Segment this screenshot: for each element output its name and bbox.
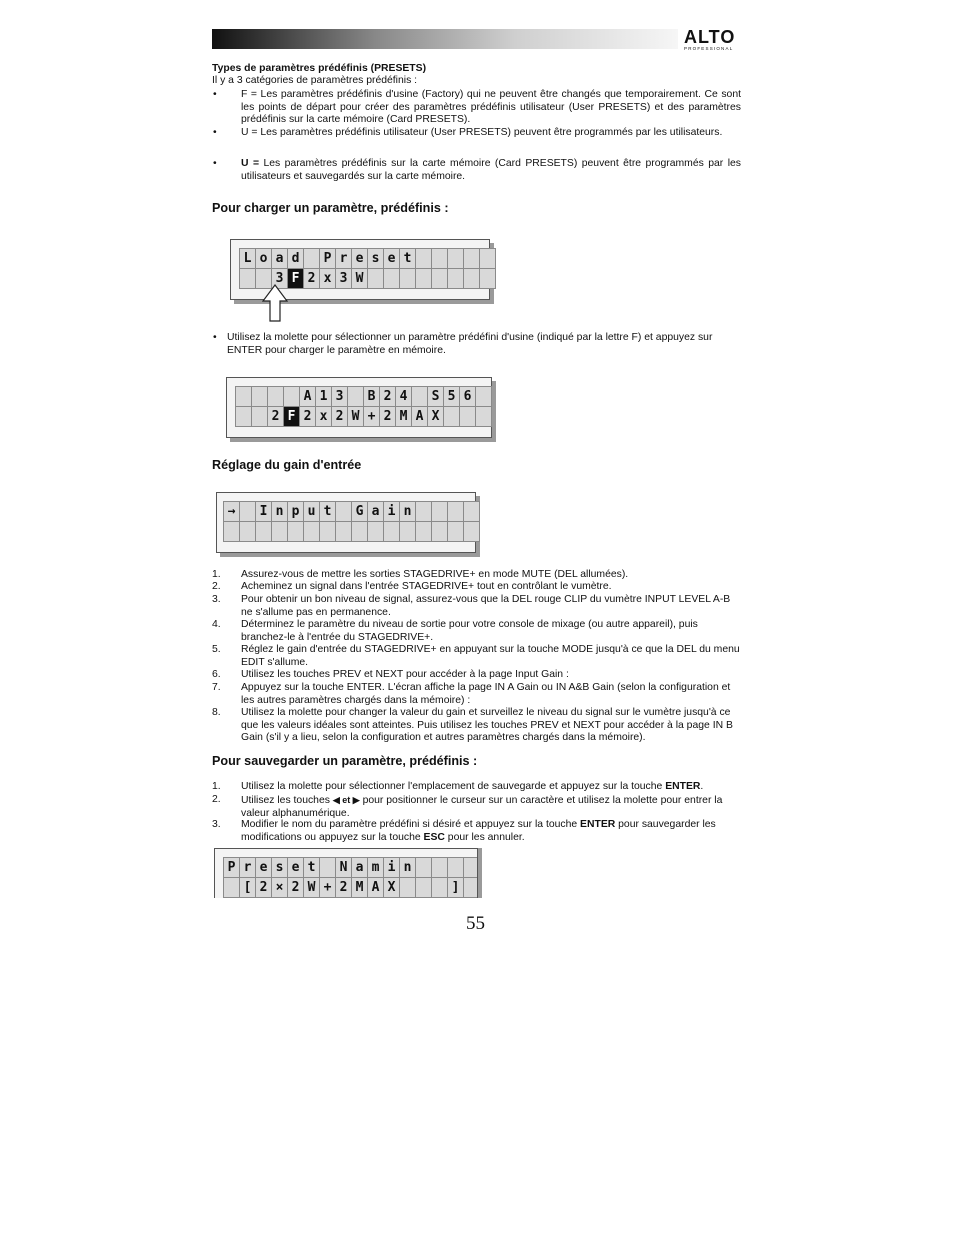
lcd-cell — [444, 407, 459, 426]
lcd-grid — [239, 248, 496, 289]
lcd-grid — [223, 501, 480, 542]
lcd-cell: G — [352, 502, 367, 521]
step-number: 8. — [212, 707, 221, 718]
lcd-cell — [476, 387, 491, 406]
lcd-cell — [432, 858, 447, 877]
lcd-cell: L — [240, 249, 255, 268]
step-number: 5. — [212, 644, 221, 655]
lcd-cell — [480, 269, 495, 288]
lcd-cell — [464, 878, 478, 897]
lcd-cell: W — [304, 878, 319, 897]
lcd-preset-list — [226, 377, 492, 438]
lcd-cell: 4 — [396, 387, 411, 406]
lcd-cell — [236, 387, 251, 406]
gain-step-3: Pour obtenir un bon niveau de signal, assurez-vous que la DEL rouge CLIP du vumètre INPUT LEVEL A-B ne s'allume pas en permanence. — [241, 594, 731, 618]
logo-subtext: PROFESSIONAL — [684, 46, 734, 51]
lcd-cell — [252, 407, 267, 426]
lcd-cell: r — [336, 249, 351, 268]
lcd-cell: P — [320, 249, 335, 268]
load-heading: Pour charger un paramètre, prédéfinis : — [212, 201, 449, 215]
lcd-cell: A — [412, 407, 427, 426]
lcd-cell — [400, 522, 415, 541]
gain-step-6: Utilisez les touches PREV et NEXT pour accéder à la page Input Gain : — [241, 669, 569, 680]
lcd-cell: [ — [240, 878, 255, 897]
up-arrow-icon — [262, 284, 288, 322]
lcd-cell: d — [288, 249, 303, 268]
lcd-cell: r — [240, 858, 255, 877]
lcd-cell: 3 — [332, 387, 347, 406]
lcd-cell — [412, 387, 427, 406]
lcd-cell: W — [348, 407, 363, 426]
lcd-cell — [368, 522, 383, 541]
types-heading: Types de paramètres prédéfinis (PRESETS) — [212, 63, 427, 74]
lcd-cell: a — [368, 502, 383, 521]
lcd-cell — [384, 522, 399, 541]
lcd-cell: e — [288, 858, 303, 877]
lcd-cell: 2 — [336, 878, 351, 897]
step-number: 1. — [212, 781, 221, 792]
lcd-cell — [448, 858, 463, 877]
lcd-cell — [416, 878, 431, 897]
types-intro: Il y a 3 catégories de paramètres prédéfinis : — [212, 75, 418, 86]
lcd-cell — [252, 387, 267, 406]
lcd-cell: S — [428, 387, 443, 406]
lcd-cell — [304, 522, 319, 541]
bullet-user-text: U = Les paramètres prédéfinis utilisateur (User PRESETS) peuvent être programmés par les utilisateurs. — [241, 127, 723, 138]
lcd-grid — [235, 386, 492, 427]
lcd-cell — [272, 522, 287, 541]
lcd-cell — [336, 522, 351, 541]
lcd-cell: 2 — [288, 878, 303, 897]
lcd-cell: + — [320, 878, 335, 897]
lcd-cell — [384, 269, 399, 288]
lcd-cell — [240, 269, 255, 288]
lcd-cell — [416, 269, 431, 288]
lcd-cell — [460, 407, 475, 426]
lcd-cell: 6 — [460, 387, 475, 406]
lcd-cell — [368, 269, 383, 288]
gain-step-8: Utilisez la molette pour changer la valeur du gain et surveillez le niveau du signal sur le vumètre jusqu'à ce que les valeurs idéales sont atteintes. Puis utilisez les touches PREV et NEXT pour accéder à la page IN B Gain (s'il y a lieu, selon la configuration et autres paramètres chargés dans la mémoire). — [241, 707, 733, 743]
lcd-cell: X — [428, 407, 443, 426]
lcd-cell — [240, 522, 255, 541]
lcd-cell: M — [352, 878, 367, 897]
logo-text: ALTO — [684, 27, 736, 47]
lcd-cell — [432, 878, 447, 897]
lcd-cell: 5 — [444, 387, 459, 406]
step-number: 3. — [212, 594, 221, 605]
lcd-cell — [288, 522, 303, 541]
step-number: 3. — [212, 819, 221, 830]
lcd-cell: x — [320, 269, 335, 288]
bullet-factory-text: F = Les paramètres prédéfinis d'usine (Factory) qui ne peuvent être changés que temporairement. Ce sont les points de départ pour créer des paramètres prédéfinis utilisateur (User PRESETS) et des paramètres prédéfinis sur la carte mémoire (Card PRESETS). — [241, 89, 741, 125]
save-step-3 — [241, 819, 741, 844]
alto-logo — [684, 29, 742, 51]
lcd-input-gain — [216, 492, 476, 553]
lcd-cell: B — [364, 387, 379, 406]
lcd-cell — [304, 249, 319, 268]
lcd-cell: A — [300, 387, 315, 406]
lcd-cell — [464, 269, 479, 288]
lcd-grid — [223, 857, 478, 898]
lcd-cell — [224, 878, 239, 897]
lcd-cell — [432, 249, 447, 268]
lcd-cell — [464, 502, 479, 521]
lcd-cell: 1 — [316, 387, 331, 406]
step-text: Utilisez la molette pour sélectionner l'emplacement de sauvegarde et appuyez sur la touche — [241, 781, 666, 792]
lcd-cell: 3 — [336, 269, 351, 288]
lcd-cell: e — [352, 249, 367, 268]
lcd-cell: × — [272, 878, 287, 897]
lcd-cell — [400, 878, 415, 897]
lcd-cell: n — [400, 502, 415, 521]
lcd-cell: e — [256, 858, 271, 877]
step-text: pour positionner le curseur sur un caractère et utilisez la molette pour entrer la valeur alphanumérique. — [241, 795, 723, 819]
lcd-cell — [240, 502, 255, 521]
step-number: 7. — [212, 682, 221, 693]
step-text: . — [700, 781, 704, 792]
lcd-cell: i — [384, 502, 399, 521]
lcd-cell — [432, 502, 447, 521]
lcd-cell: t — [320, 502, 335, 521]
lcd-cell — [432, 522, 447, 541]
lcd-cell — [464, 522, 479, 541]
lcd-cell: 2 — [256, 878, 271, 897]
key-enter: ENTER — [665, 781, 701, 792]
bullet-marker: • — [213, 89, 217, 100]
lcd-cell — [416, 522, 431, 541]
lcd-cell — [268, 387, 283, 406]
lcd-cell: W — [352, 269, 367, 288]
gain-step-4: Déterminez le paramètre du niveau de sortie pour votre console de mixage (ou autre appareil), puis branchez-le à l'entrée du STAGEDRIVE+. — [241, 619, 698, 643]
step-text: pour les annuler. — [444, 831, 525, 843]
lcd-preset-naming — [214, 848, 478, 898]
lcd-cell: F — [284, 407, 299, 426]
lcd-cell: 2 — [332, 407, 347, 426]
save-heading: Pour sauvegarder un paramètre, prédéfinis : — [212, 754, 478, 768]
bullet-marker: • — [213, 127, 217, 138]
page-number: 55 — [466, 913, 485, 934]
lcd-cell: N — [336, 858, 351, 877]
lcd-cell — [448, 269, 463, 288]
lcd-cell: t — [400, 249, 415, 268]
step-number: 2. — [212, 581, 221, 592]
lcd-cell: F — [288, 269, 303, 288]
step-number: 1. — [212, 569, 221, 580]
bullet-card — [241, 158, 741, 183]
step-number: 2. — [212, 794, 221, 805]
lcd-cell — [400, 269, 415, 288]
lcd-cell: P — [224, 858, 239, 877]
lcd-cell — [336, 502, 351, 521]
lcd-cell — [224, 522, 239, 541]
lcd-cell: n — [400, 858, 415, 877]
key-esc: ESC — [423, 831, 445, 843]
bullet-card-text: Les paramètres prédéfinis sur la carte mémoire (Card PRESETS) peuvent être programmés par les utilisateurs et sauvegardés sur la carte mémoire. — [241, 158, 741, 182]
lcd-cell — [348, 387, 363, 406]
step-text: pour sauvegarder les modifications ou appuyez sur la touche — [241, 819, 716, 843]
bullet-user — [241, 127, 741, 140]
lcd-cell: 2 — [300, 407, 315, 426]
lcd-cell: + — [364, 407, 379, 426]
lcd-cell — [448, 249, 463, 268]
gain-heading: Réglage du gain d'entrée — [212, 458, 362, 472]
header-gradient-bar — [212, 29, 678, 49]
save-step-2 — [241, 794, 741, 820]
lcd-cell: X — [384, 878, 399, 897]
bullet-card-lead: U = — [241, 158, 260, 169]
gain-step-2: Acheminez un signal dans l'entrée STAGEDRIVE+ tout en contrôlant le vumètre. — [241, 581, 612, 592]
lcd-cell — [256, 522, 271, 541]
lcd-cell — [416, 502, 431, 521]
lcd-cell: → — [224, 502, 239, 521]
lcd-cell — [352, 522, 367, 541]
lcd-cell: M — [396, 407, 411, 426]
key-enter: ENTER — [580, 819, 616, 830]
lcd-cell — [448, 502, 463, 521]
step-text: Utilisez les touches — [241, 795, 333, 806]
lcd-cell — [320, 522, 335, 541]
lcd-cell — [480, 249, 495, 268]
lcd-cell: 2 — [380, 407, 395, 426]
lcd-cell: s — [368, 249, 383, 268]
lcd-cell — [416, 249, 431, 268]
lcd-cell — [448, 522, 463, 541]
lcd-cell: I — [256, 502, 271, 521]
lcd-cell: e — [384, 249, 399, 268]
load-note: Utilisez la molette pour sélectionner un paramètre prédéfini d'usine (indiqué par la lettre F) et appuyez sur ENTER pour charger le paramètre en mémoire. — [227, 332, 713, 356]
lcd-cell: ] — [448, 878, 463, 897]
lcd-cell: o — [256, 249, 271, 268]
lcd-cell — [432, 269, 447, 288]
lcd-cell: 2 — [268, 407, 283, 426]
lcd-cell: p — [288, 502, 303, 521]
lcd-cell: 2 — [380, 387, 395, 406]
lcd-cell — [476, 407, 491, 426]
bullet-factory — [241, 89, 741, 127]
lcd-cell — [320, 858, 335, 877]
lcd-cell: u — [304, 502, 319, 521]
lcd-cell — [464, 249, 479, 268]
lcd-cell: 2 — [304, 269, 319, 288]
lcd-cell: x — [316, 407, 331, 426]
lcd-cell — [416, 858, 431, 877]
lcd-cell — [236, 407, 251, 426]
lcd-cell: A — [368, 878, 383, 897]
key-arrows: ◀ et ▶ — [332, 795, 360, 805]
gain-step-5: Réglez le gain d'entrée du STAGEDRIVE+ en appuyant sur la touche MODE jusqu'à ce que la DEL du menu EDIT s'allume. — [241, 644, 740, 668]
lcd-cell: m — [368, 858, 383, 877]
bullet-marker: • — [213, 332, 217, 343]
lcd-cell: s — [272, 858, 287, 877]
gain-step-1: Assurez-vous de mettre les sorties STAGEDRIVE+ en mode MUTE (DEL allumées). — [241, 569, 629, 580]
step-text: Modifier le nom du paramètre prédéfini si désiré et appuyez sur la touche — [241, 819, 581, 830]
save-step-1 — [241, 781, 741, 794]
lcd-cell: a — [272, 249, 287, 268]
bullet-marker: • — [213, 158, 217, 169]
lcd-cell: 3 — [272, 269, 287, 288]
step-number: 6. — [212, 669, 221, 680]
lcd-cell: n — [272, 502, 287, 521]
gain-step-7: Appuyez sur la touche ENTER. L'écran affiche la page IN A Gain ou IN A&B Gain (selon la configuration et les autres paramètres chargés dans la mémoire) : — [241, 682, 731, 706]
lcd-cell: a — [352, 858, 367, 877]
lcd-cell — [284, 387, 299, 406]
lcd-cell: t — [304, 858, 319, 877]
lcd-cell — [464, 858, 478, 877]
lcd-cell: i — [384, 858, 399, 877]
step-number: 4. — [212, 619, 221, 630]
